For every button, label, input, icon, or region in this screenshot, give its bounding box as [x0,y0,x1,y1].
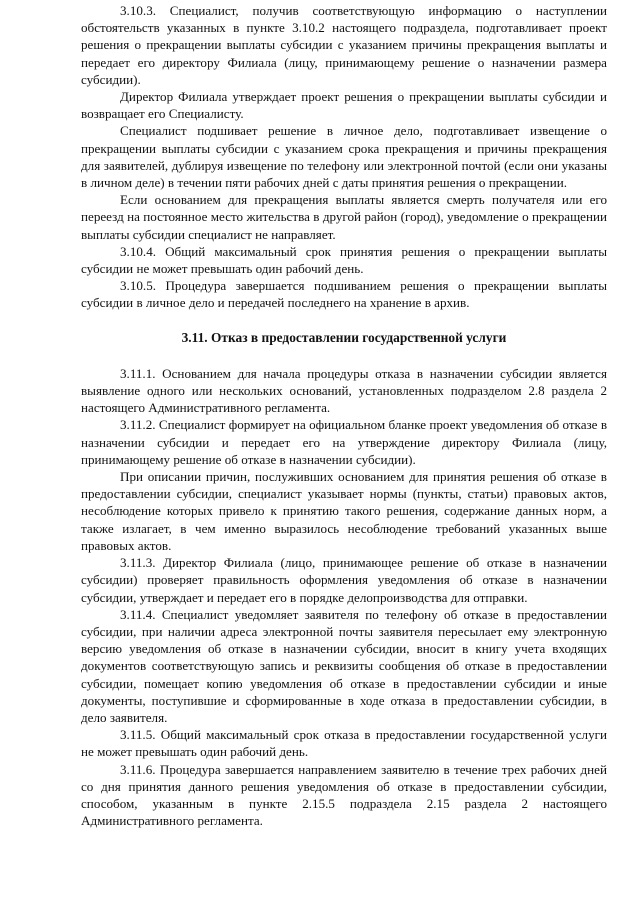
paragraph-3-11-3: 3.11.3. Директор Филиала (лицо, принимающее решение об отказе в назначении субсидии) проверяет правильность оформления уведомления об отказе в назначении субсидии, утверждает и передает его в порядке делопроизводства для отправки. [81,555,607,605]
paragraph-reasons-description: При описании причин, послуживших основанием для принятия решения об отказе в предоставлении субсидии, специалист указывает нормы (пункты, статьи) правовых актов, несоблюдение которых привело к принятию такого решения, содержание данных норм, а также излагает, в чем именно выразилось несоблюдение требований указанных выше правовых актов. [81,469,607,553]
document-page [81,2,607,829]
paragraph-3-11-4: 3.11.4. Специалист уведомляет заявителя по телефону об отказе в предоставлении субсидии, при наличии адреса электронной почты заявителя пересылает ему электронную версию уведомления об отказе в назначении субсидии, вносит в книгу учета входящих документов соответствующую запись и реквизиты сообщения об отказе в предоставлении субсидии, помещает копию уведомления об отказе в предоставлении субсидии и иные документы, поступившие и сформированные в ходе отказа в предоставлении субсидии, в дело заявителя. [81,606,607,725]
paragraph-director-approves: Директор Филиала утверждает проект решения о прекращении выплаты субсидии и возвращает его Специалисту. [81,89,607,122]
paragraph-3-10-3: 3.10.3. Специалист, получив соответствующую информацию о наступлении обстоятельств указанных в пункте 3.10.2 настоящего подраздела, подготавливает проект решения о прекращении выплаты субсидии с указанием причины прекращения выплаты и передает его директору Филиала (лицу, принимающему решение о назначении размера субсидии). [81,3,607,87]
paragraph-3-11-1: 3.11.1. Основанием для начала процедуры отказа в назначении субсидии является выявление одного или нескольких оснований, установленных подразделом 2.8 раздела 2 настоящего Административного регламента. [81,365,607,416]
paragraph-3-11-5: 3.11.5. Общий максимальный срок отказа в предоставлении государственной услуги не может превышать один рабочий день. [81,727,607,760]
paragraph-3-11-6: 3.11.6. Процедура завершается направлением заявителю в течение трех рабочих дней со дня принятия данного решения уведомления об отказе в предоставлении субсидии, способом, указанным в пункте 2.15.5 подраздела 2.15 раздела 2 настоящего Административного регламента. [81,761,607,829]
paragraph-specialist-notice: Специалист подшивает решение в личное дело, подготавливает извещение о прекращении выплаты субсидии с указанием срока прекращения и причины прекращения для заявителей, дублируя извещение по телефону или электронной почтой (если они указаны в личном деле) в течении пяти рабочих дней с даты принятия решения о прекращении. [81,123,607,191]
paragraph-3-10-4: 3.10.4. Общий максимальный срок принятия решения о прекращении выплаты субсидии не может превышать один рабочий день. [81,243,607,277]
paragraph-3-10-5: 3.10.5. Процедура завершается подшиванием решения о прекращении выплаты субсидии в личное дело и передачей последнего на хранение в архив. [81,278,607,311]
paragraph-death-exception: Если основанием для прекращения выплаты является смерть получателя или его переезд на постоянное место жительства в другой район (город), уведомление о прекращении выплаты субсидии специалист не направляет. [81,192,607,242]
section-heading-3-11: 3.11. Отказ в предоставлении государственной услуги [181,329,507,345]
paragraph-3-11-2: 3.11.2. Специалист формирует на официальном бланке проект уведомления об отказе в назначении субсидии и передает его на утверждение директору Филиала (лицу, принимающему решение об отказе в назначении субсидии). [81,417,607,467]
